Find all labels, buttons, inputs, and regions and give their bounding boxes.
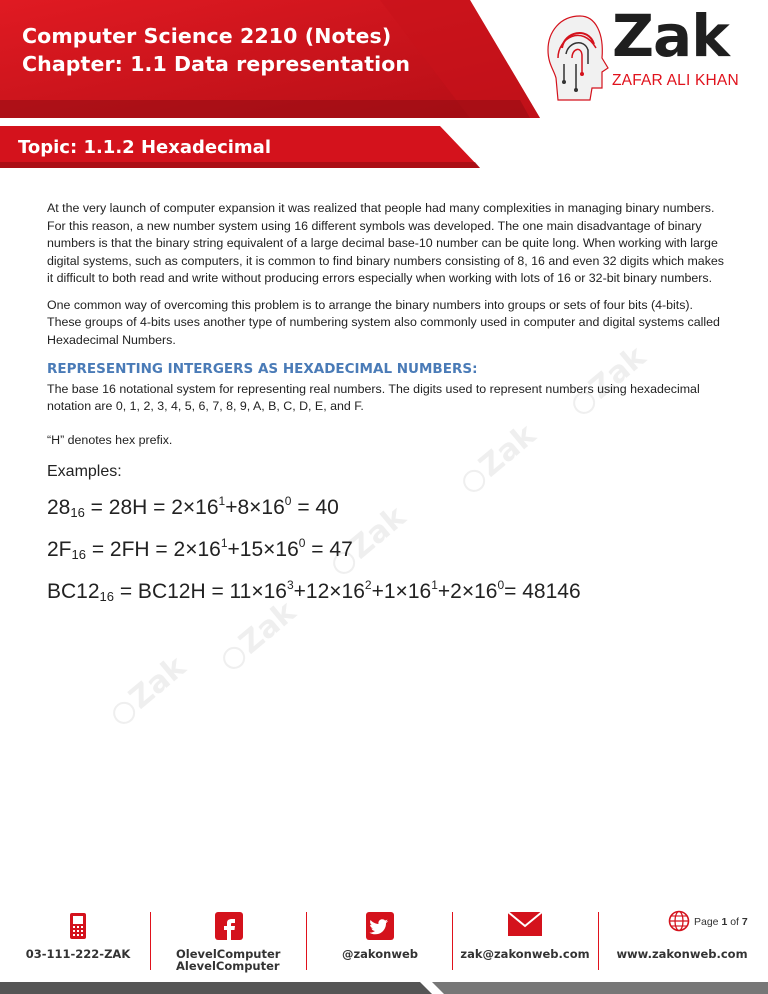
footer-divider: [452, 912, 453, 970]
email-address: zak@zakonweb.com: [460, 947, 590, 961]
phone-number: 03-111-222-ZAK: [25, 947, 131, 961]
svg-text:Zak: Zak: [122, 649, 193, 717]
base16-paragraph: The base 16 notational system for representing real numbers. The digits used to represent numbers using hexadecimal notation are 0, 1, 2, 3, 4, 5, 6, 7, 8, 9, A, B, C, D, E, and F.: [47, 381, 700, 413]
page-number: Page 1 of 7: [694, 916, 748, 928]
notes-content: [47, 200, 727, 607]
logo-wordmark: Zak: [612, 2, 729, 70]
facebook-icon: [215, 912, 243, 940]
twitter-icon: [366, 912, 394, 940]
facebook-pages: OlevelComputer AlevelComputer: [176, 947, 281, 973]
hex-prefix-note: “H” denotes hex prefix.: [47, 432, 173, 447]
svg-text:Zak: Zak: [472, 417, 543, 485]
svg-text:Zak: Zak: [232, 594, 303, 662]
footer-divider: [306, 912, 307, 970]
footer-divider: [150, 912, 151, 970]
website-url: www.zakonweb.com: [616, 947, 748, 961]
grouping-paragraph: One common way of overcoming this problem is to arrange the binary numbers into groups or sets of four bits (4-bits). These groups of 4-bits uses another type of numbering system also commonly used in computer and digital systems called Hexadecimal Numbers.: [47, 297, 720, 347]
chapter-title: Chapter: 1.1 Data representation: [22, 52, 411, 76]
example-equation-2: $2F_{16} = 2FH = 2\times 16^1+15\times 16^0 = 47$: [47, 535, 353, 562]
footer-bar: [0, 982, 768, 994]
envelope-icon: [508, 912, 542, 936]
footer-phone[interactable]: [8, 912, 148, 972]
svg-text:Zak: Zak: [582, 339, 653, 407]
zak-logo: [540, 2, 760, 108]
examples-label: Examples:: [47, 463, 122, 480]
footer-facebook[interactable]: [154, 912, 304, 972]
section-heading: REPRESENTING INTERGERS AS HEXADECIMAL NUMBERS:: [47, 361, 478, 377]
fingerprint-head-icon: [540, 8, 610, 108]
footer-email[interactable]: [455, 912, 595, 972]
mobile-phone-icon: [69, 912, 87, 940]
intro-paragraph: At the very launch of computer expansion it was realized that people had many complexities in managing binary numbers. For this reason, a new number system using 16 different symbols was developed. The one main disadvantage of binary numbers is that the binary string equivalent of a large decimal base-10 number can be quite long. When working with large digital systems, such as computers, it is common to find binary numbers consisting of 8, 16 and even 32 digits which makes it difficult to both read and write without producing errors especially when working with lots of 16 or 32-bit binary numbers.: [47, 201, 724, 285]
twitter-handle: @zakonweb: [341, 947, 419, 961]
topic-title: Topic: 1.1.2 Hexadecimal: [18, 137, 271, 158]
footer-twitter[interactable]: [310, 912, 450, 972]
example-equation-3: $BC12_{16} = BC12H = 11\times 16^3+12\times 16^2+1\times 16^1+2\times 16^0= 48146$: [47, 577, 581, 604]
logo-subtitle: ZAFAR ALI KHAN: [612, 72, 739, 89]
footer-website[interactable]: [602, 912, 762, 972]
example-equation-1: $28_{16} = 28H = 2\times 16^1+8\times 16^0 = 40$: [47, 493, 339, 520]
topic-banner: [0, 126, 768, 168]
course-title: Computer Science 2210 (Notes): [22, 24, 392, 48]
svg-text:Zak: Zak: [342, 499, 413, 567]
page-header: [0, 0, 768, 118]
footer-divider: [598, 912, 599, 970]
